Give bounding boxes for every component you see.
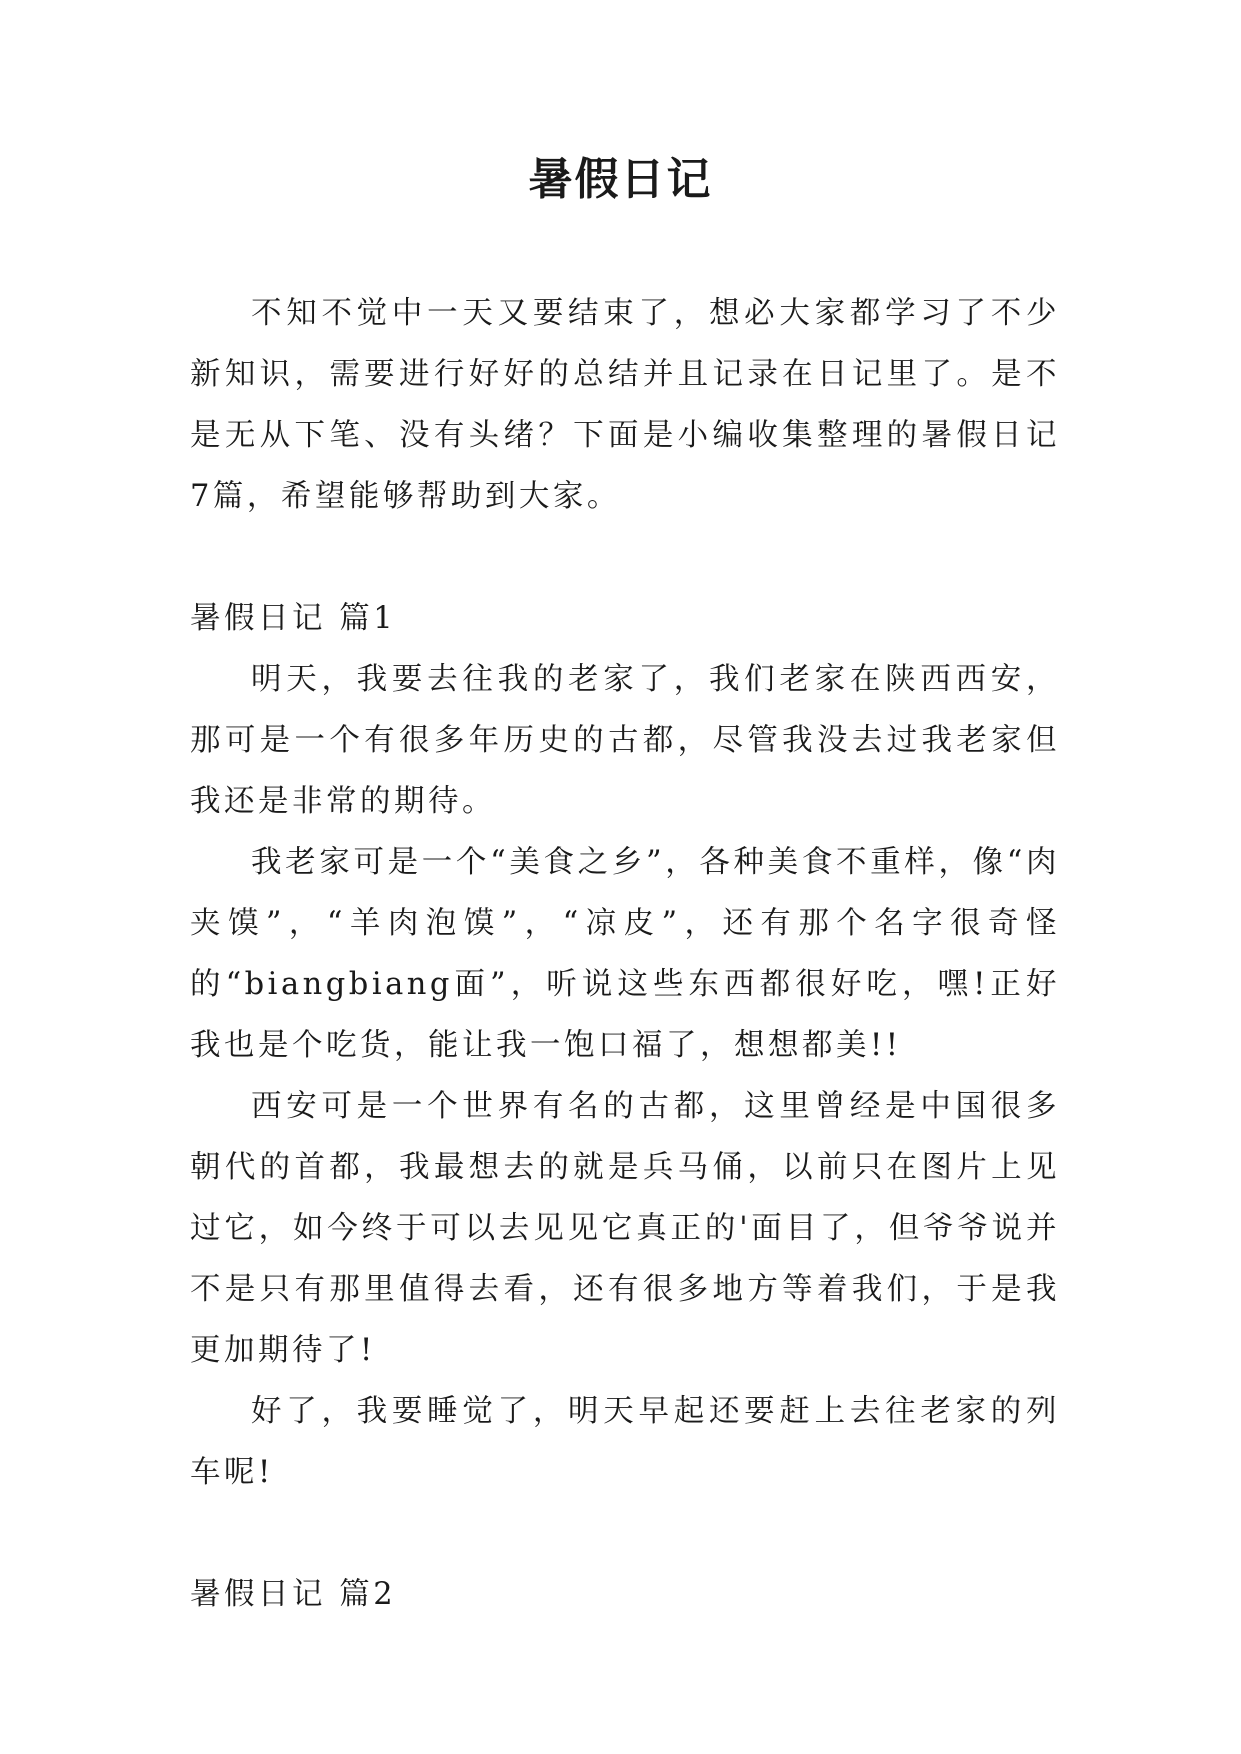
section-heading-2: 暑假日记 篇2 — [190, 1577, 397, 1612]
section-heading-1: 暑假日记 篇1 — [190, 601, 397, 636]
document-body — [190, 283, 1060, 1625]
intro-paragraph: 不知不觉中一天又要结束了，想必大家都学习了不少新知识，需要进行好好的总结并且记录在日记里了。是不是无从下笔、没有头绪？下面是小编收集整理的暑假日记7篇，希望能够帮助到大家。 — [190, 296, 1060, 514]
section-1-paragraph-2: 我老家可是一个“美食之乡”，各种美食不重样，像“肉夹馍”，“羊肉泡馍”，“凉皮”，还有那个名字很奇怪的“biangbiang面”，听说这些东西都很好吃，嘿!正好我也是个吃货，能让我一饱口福了，想想都美!! — [190, 845, 1060, 1063]
page-title: 暑假日记 — [528, 154, 713, 205]
section-1-paragraph-1: 明天，我要去往我的老家了，我们老家在陕西西安，那可是一个有很多年历史的古都，尽管我没去过我老家但我还是非常的期待。 — [190, 662, 1060, 819]
section-1-paragraph-4: 好了，我要睡觉了，明天早起还要赶上去往老家的列车呢! — [190, 1394, 1060, 1490]
section-1-paragraph-3: 西安可是一个世界有名的古都，这里曾经是中国很多朝代的首都，我最想去的就是兵马俑，以前只在图片上见过它，如今终于可以去见见它真正的'面目了，但爷爷说并不是只有那里值得去看，还有很多地方等着我们，于是我更加期待了! — [190, 1089, 1060, 1368]
